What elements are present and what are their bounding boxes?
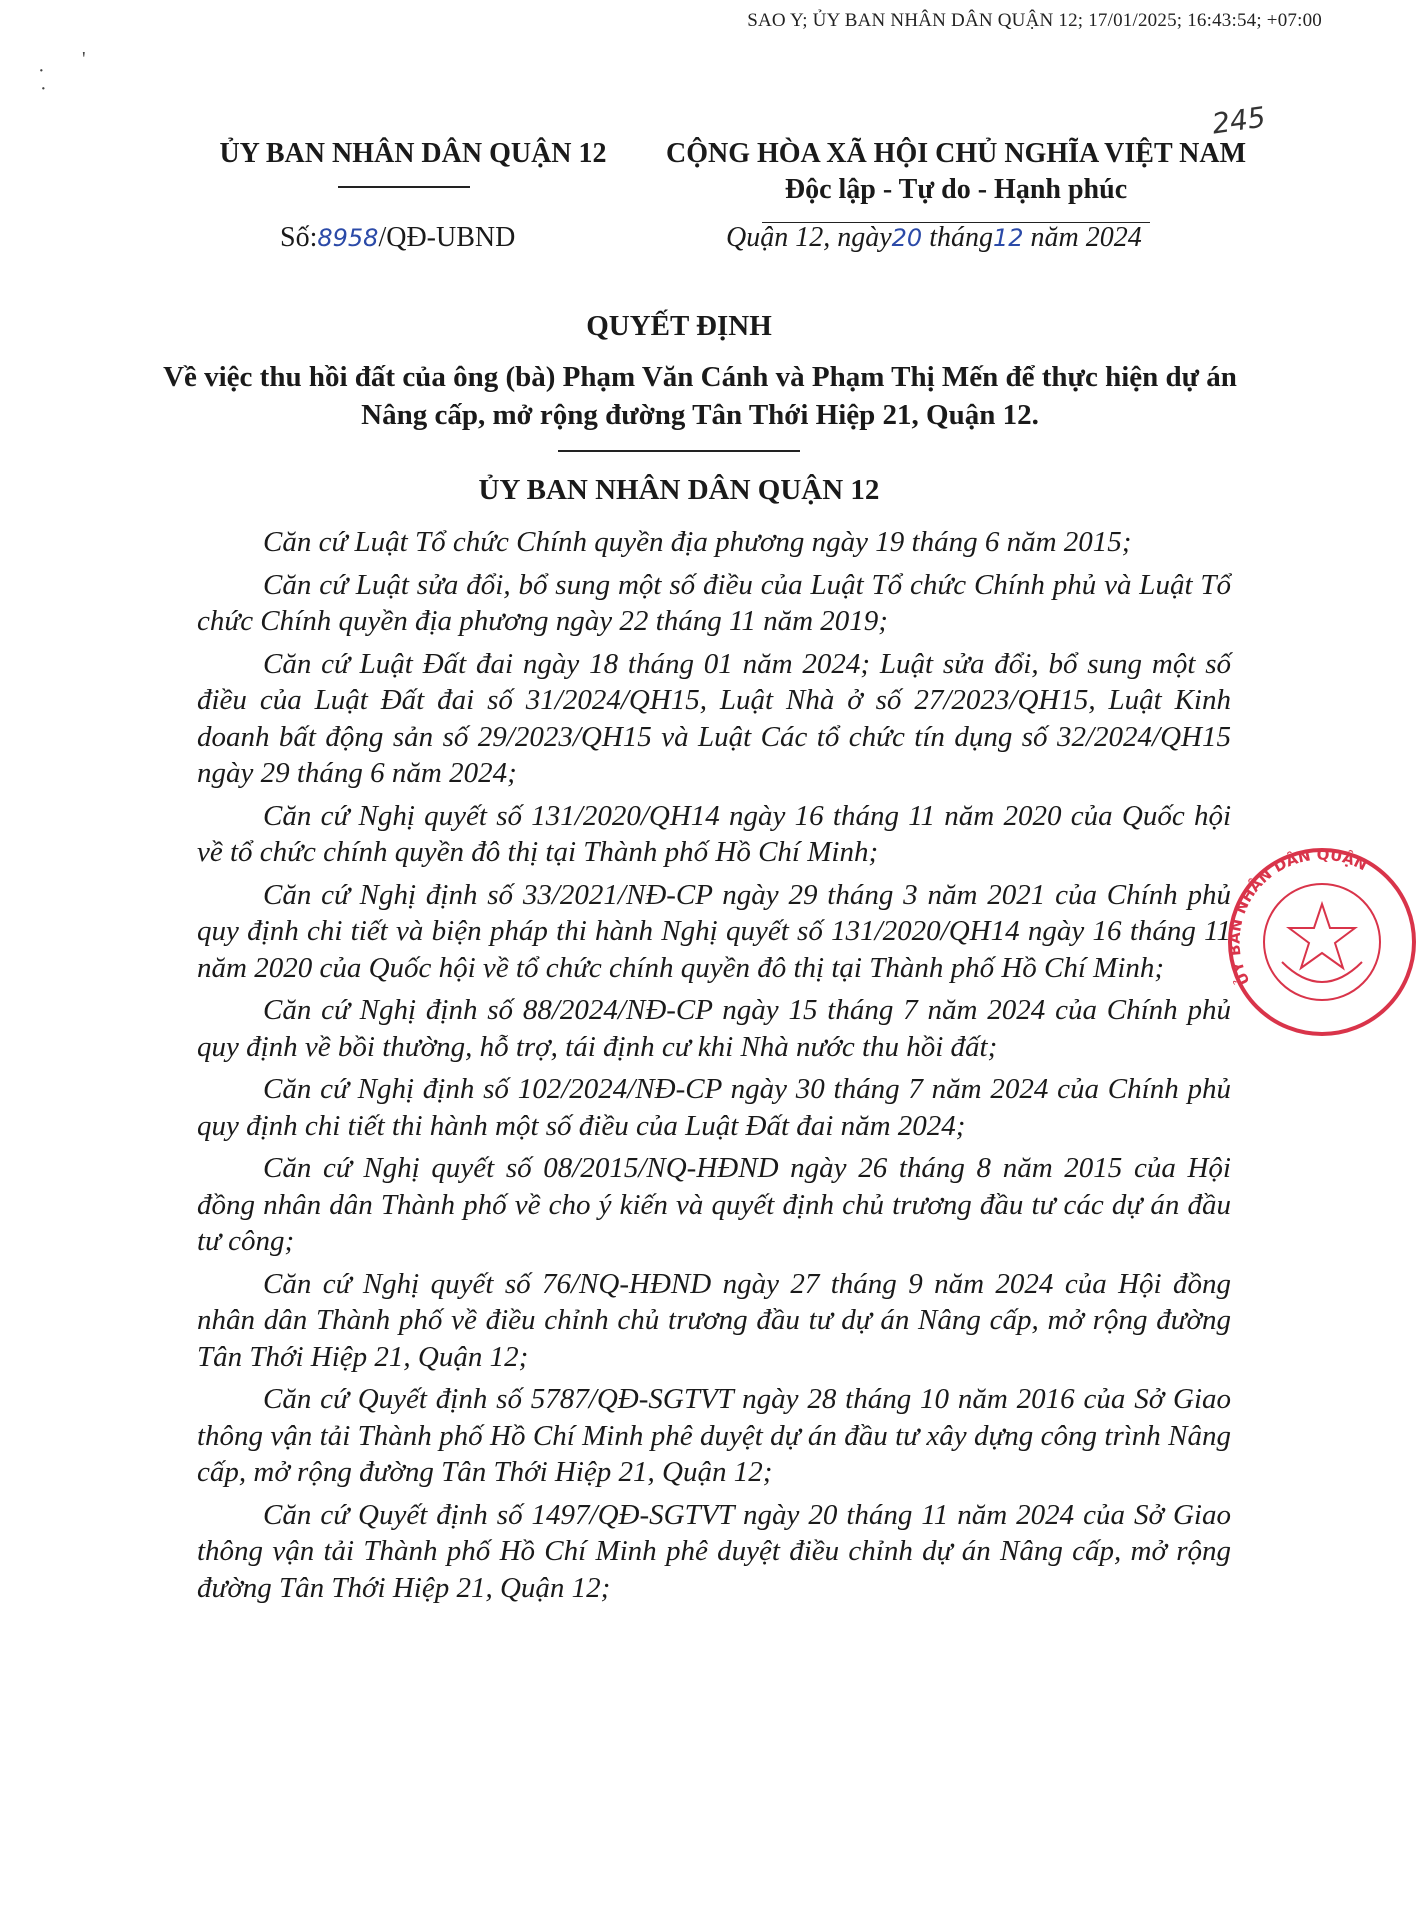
official-seal — [1222, 842, 1422, 1042]
scan-speck: · — [40, 78, 47, 100]
number-handwritten: 8958 — [317, 224, 379, 252]
country-name: CỘNG HÒA XÃ HỘI CHỦ NGHĨA VIỆT NAM — [665, 138, 1247, 169]
date-month-label: tháng — [929, 222, 993, 253]
legal-basis-item: Căn cứ Nghị định số 88/2024/NĐ-CP ngày 15 tháng 7 năm 2024 của Chính phủ quy định về bồi thường, hỗ trợ, tái định cư khi Nhà nước thu hồi đất; — [197, 994, 1231, 1063]
legal-basis-item: Căn cứ Nghị định số 102/2024/NĐ-CP ngày 30 tháng 7 năm 2024 của Chính phủ quy định chi tiết thi hành một số điều của Luật Đất đai năm 2024; — [197, 1073, 1231, 1142]
legal-basis-item: Căn cứ Quyết định số 5787/QĐ-SGTVT ngày 28 tháng 10 năm 2016 của Sở Giao thông vận tải Thành phố Hồ Chí Minh phê duyệt dự án đầu tư xây dựng công trình Nâng cấp, mở rộng đường Tân Thới Hiệp 21, Quận 12; — [197, 1383, 1231, 1488]
document-title: QUYẾT ĐỊNH — [586, 310, 772, 342]
date-place: Quận 12, ngày — [726, 222, 892, 253]
date-year: năm 2024 — [1030, 222, 1142, 253]
agency-underline — [338, 186, 470, 188]
date-day: 20 — [891, 224, 923, 252]
legal-basis-item: Căn cứ Nghị quyết số 131/2020/QH14 ngày 16 tháng 11 năm 2020 của Quốc hội về tổ chức chính quyền đô thị tại Thành phố Hồ Chí Minh; — [197, 799, 1231, 868]
legal-basis-item: Căn cứ Luật Tổ chức Chính quyền địa phương ngày 19 tháng 6 năm 2015; — [263, 526, 1132, 558]
legal-basis-item: Căn cứ Luật sửa đổi, bổ sung một số điều của Luật Tổ chức Chính phủ và Luật Tổ chức Chính quyền địa phương ngày 22 tháng 11 năm 2019; — [197, 568, 1231, 637]
legal-basis-item: Căn cứ Luật Đất đai ngày 18 tháng 01 năm 2024; Luật sửa đổi, bổ sung một số điều của Luật Đất đai số 31/2024/QH15, Luật Nhà ở số 27/2023/QH15, Luật Kinh doanh bất động sản số 29/2023/QH15 và Luật Các tổ chức tín dụng số 32/2024/QH15 ngày 29 tháng 6 năm 2024; — [197, 647, 1231, 789]
scan-speck: · — [38, 60, 45, 82]
subtitle-underline — [558, 450, 800, 452]
national-header — [640, 138, 1272, 206]
number-suffix: /QĐ-UBND — [378, 222, 516, 253]
agency-name: ỦY BAN NHÂN DÂN QUẬN 12 — [219, 138, 607, 169]
legal-basis-item: Căn cứ Quyết định số 1497/QĐ-SGTVT ngày 20 tháng 11 năm 2024 của Sở Giao thông vận tải Thành phố Hồ Chí Minh phê duyệt điều chỉnh dự án Nâng cấp, mở rộng đường Tân Thới Hiệp 21, Quận 12; — [197, 1498, 1231, 1604]
svg-text:ỦY BAN NHÂN DÂN QUẬN — [1225, 846, 1370, 990]
scan-speck: ' — [82, 48, 86, 70]
issuing-authority: ỦY BAN NHÂN DÂN QUẬN 12 — [478, 474, 880, 506]
legal-basis-item: Căn cứ Nghị định số 33/2021/NĐ-CP ngày 29 tháng 3 năm 2021 của Chính phủ quy định chi tiết và biện pháp thi hành Nghị quyết số 131/2020/QH14 ngày 16 tháng 11 năm 2020 của Quốc hội về tổ chức chính quyền đô thị tại Thành phố Hồ Chí Minh; — [197, 878, 1231, 984]
document-number — [280, 222, 515, 254]
document-subtitle: Về việc thu hồi đất của ông (bà) Phạm Văn Cánh và Phạm Thị Mến để thực hiện dự án Nâng cấp, mở rộng đường Tân Thới Hiệp 21, Quận 12. — [163, 361, 1237, 431]
number-prefix: Số: — [280, 222, 318, 253]
legal-basis-item: Căn cứ Nghị quyết số 76/NQ-HĐND ngày 27 tháng 9 năm 2024 của Hội đồng nhân dân Thành phố về điều chỉnh chủ trương đầu tư dự án Nâng cấp, mở rộng đường Tân Thới Hiệp 21, Quận 12; — [197, 1267, 1231, 1373]
date-month: 12 — [992, 224, 1024, 252]
handwritten-note: 245 — [1209, 100, 1268, 141]
legal-bases — [197, 524, 1231, 1612]
seal-text: ỦY BAN NHÂN DÂN QUẬN — [1225, 845, 1371, 989]
legal-basis-item: Căn cứ Nghị quyết số 08/2015/NQ-HĐND ngày 26 tháng 8 năm 2015 của Hội đồng nhân dân Thành phố về cho ý kiến và quyết định chủ trương đầu tư các dự án đầu tư công; — [197, 1152, 1231, 1257]
digital-copy-stamp: SAO Y; ỦY BAN NHÂN DÂN QUẬN 12; 17/01/2025; 16:43:54; +07:00 — [747, 10, 1322, 31]
document-date — [726, 222, 1142, 254]
national-motto: Độc lập - Tự do - Hạnh phúc — [784, 174, 1128, 205]
